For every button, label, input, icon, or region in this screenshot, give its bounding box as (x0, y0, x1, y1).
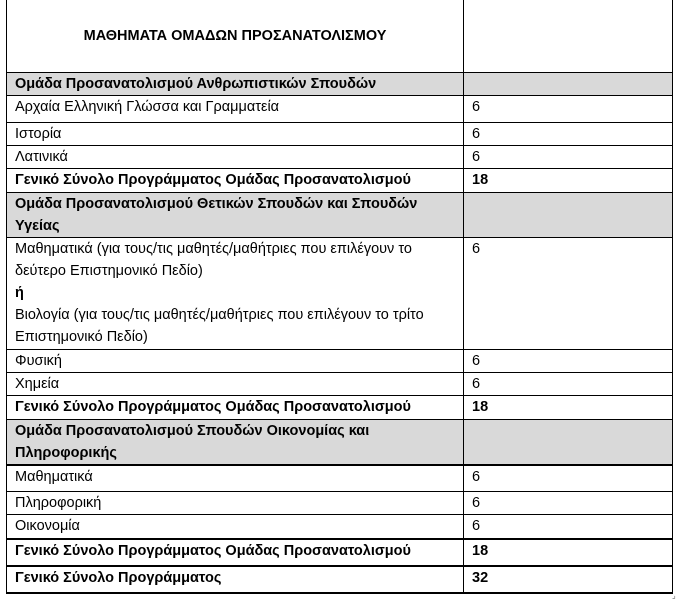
curriculum-table (6, 0, 673, 594)
choice-row (7, 238, 673, 350)
subject-hours: 6 (464, 123, 673, 146)
group-total-label: Γενικό Σύνολο Προγράμματος Ομάδας Προσανατολισμού (7, 396, 464, 420)
table-row (7, 465, 673, 492)
group-total-hours: 18 (464, 539, 673, 566)
table-row (7, 146, 673, 169)
subject-name: Λατινικά (7, 146, 464, 169)
group-hours-cell (464, 193, 673, 238)
group-hours-cell (464, 420, 673, 466)
grand-total-hours: 32 (464, 566, 673, 593)
subject-name: Πληροφορική (7, 492, 464, 515)
group-total-label: Γενικό Σύνολο Προγράμματος Ομάδας Προσανατολισμού (7, 539, 464, 566)
group-name: Ομάδα Προσανατολισμού Σπουδών Οικονομίας και Πληροφορικής (7, 420, 464, 466)
group-total-hours: 18 (464, 396, 673, 420)
title-hours-cell (464, 0, 673, 73)
subject-hours: 6 (464, 373, 673, 396)
table-row (7, 515, 673, 540)
group-hours-cell (464, 73, 673, 96)
group-total-label: Γενικό Σύνολο Προγράμματος Ομάδας Προσανατολισμού (7, 169, 464, 193)
table-row (7, 492, 673, 515)
title-row (7, 0, 673, 73)
group-name: Ομάδα Προσανατολισμού Θετικών Σπουδών και Σπουδών Υγείας (7, 193, 464, 238)
subject-name: Χημεία (7, 373, 464, 396)
subject-name: Φυσική (7, 350, 464, 373)
choice-or-word: ή (15, 285, 24, 301)
group-total-row (7, 169, 673, 193)
subject-name: Οικονομία (7, 515, 464, 540)
table-row (7, 373, 673, 396)
group-header-row (7, 73, 673, 96)
grand-total-row (7, 566, 673, 593)
subject-name: Μαθηματικά (7, 465, 464, 492)
subject-hours: 6 (464, 146, 673, 169)
subject-hours: 6 (464, 350, 673, 373)
choice-hours: 6 (464, 238, 673, 350)
choice-cell (7, 238, 464, 350)
subject-hours: 6 (464, 465, 673, 492)
subject-hours: 6 (464, 515, 673, 540)
table-title: ΜΑΘΗΜΑΤΑ ΟΜΑΔΩΝ ΠΡΟΣΑΝΑΤΟΛΙΣΜΟΥ (7, 0, 464, 73)
grand-total-label: Γενικό Σύνολο Προγράμματος (7, 566, 464, 593)
subject-hours: 6 (464, 492, 673, 515)
group-header-row (7, 193, 673, 238)
subject-name: Ιστορία (7, 123, 464, 146)
table-row (7, 123, 673, 146)
group-name: Ομάδα Προσανατολισμού Ανθρωπιστικών Σπουδών (7, 73, 464, 96)
table-resize-handle-icon[interactable]: ⌟ (672, 591, 676, 600)
subject-hours: 6 (464, 96, 673, 123)
choice-option-a: Μαθηματικά (για τους/τις μαθητές/μαθήτριες που επιλέγουν το δεύτερο Επιστημονικό Πεδίο) (15, 241, 412, 279)
group-total-hours: 18 (464, 169, 673, 193)
choice-option-b: Βιολογία (για τους/τις μαθητές/μαθήτριες που επιλέγουν το τρίτο Επιστημονικό Πεδίο) (15, 307, 424, 345)
group-total-row (7, 396, 673, 420)
table-row (7, 96, 673, 123)
table-row (7, 350, 673, 373)
group-total-row (7, 539, 673, 566)
group-header-row (7, 420, 673, 466)
subject-name: Αρχαία Ελληνική Γλώσσα και Γραμματεία (7, 96, 464, 123)
